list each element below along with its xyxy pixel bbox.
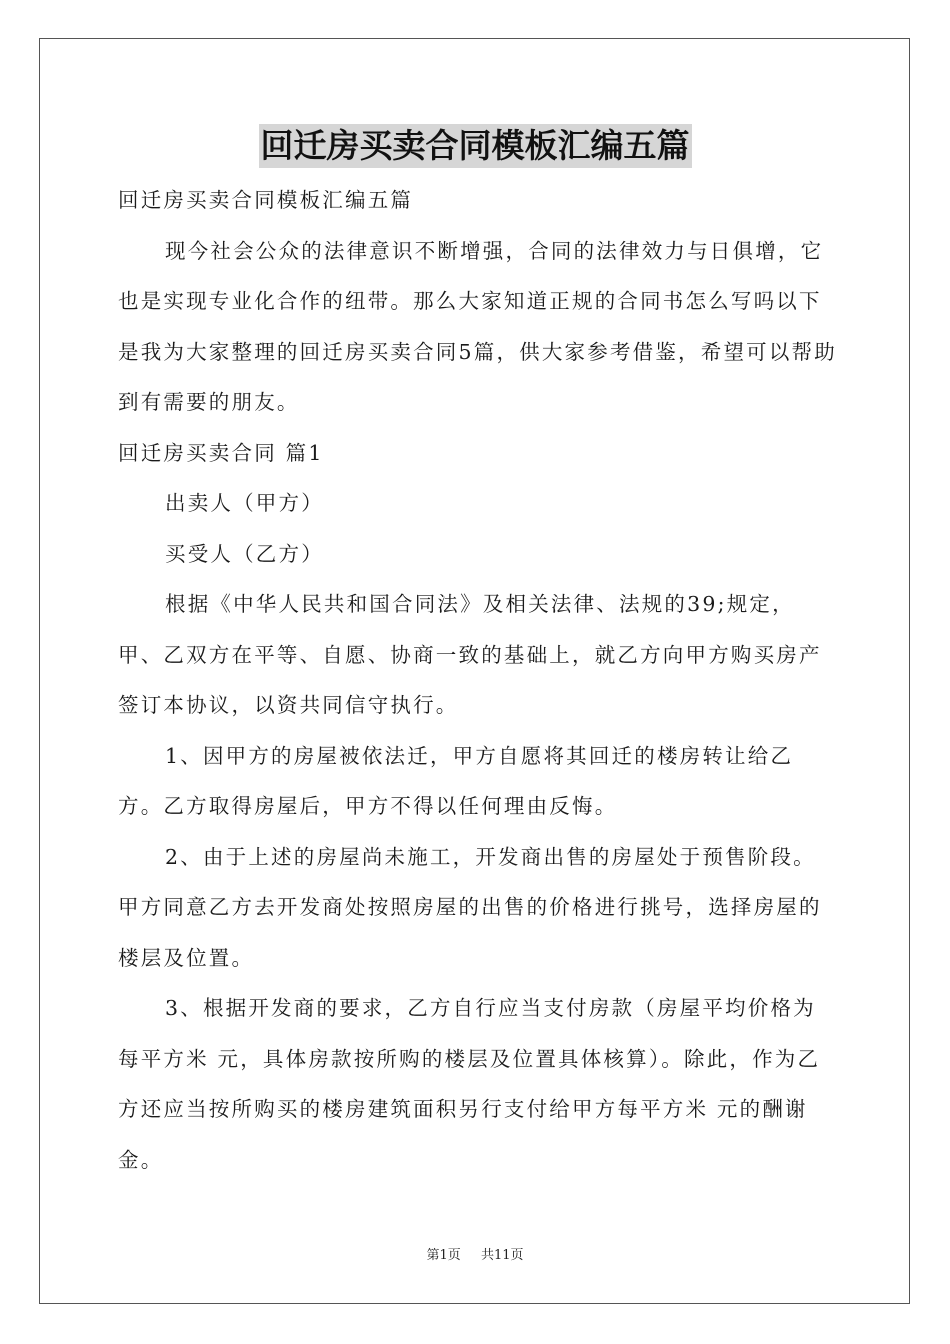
paragraph: 回迁房买卖合同模板汇编五篇 — [118, 188, 414, 212]
paragraph: 2、由于上述的房屋尚未施工，开发商出售的房屋处于预售阶段。 甲方同意乙方去开发商处按照房屋的出售的价格进行挑号，选择房屋的楼层及位置。 — [118, 844, 822, 970]
paragraph: 出卖人（甲方） — [165, 491, 324, 515]
page-footer — [0, 1247, 950, 1265]
page-number: 第1页 — [426, 1248, 461, 1263]
paragraph: 根据《中华人民共和国合同法》及相关法律、法规的39;规定，甲、乙双方在平等、自愿、协商一致的基础上，就乙方向甲方购买房产签订本协议，以资共同信守执行。 — [118, 592, 822, 717]
page-total: 共11页 — [480, 1248, 524, 1263]
paragraph: 1、因甲方的房屋被依法迁，甲方自愿将其回迁的楼房转让给乙方。乙方取得房屋后，甲方不得以任何理由反悔。 — [118, 743, 794, 818]
paragraph: 买受人（乙方） — [165, 541, 324, 566]
title-container — [0, 124, 950, 168]
document-title: 回迁房买卖合同模板汇编五篇 — [259, 124, 692, 168]
paragraph: 现今社会公众的法律意识不断增强，合同的法律效力与日俱增，它也是实现专业化合作的纽带。那么大家知道正规的合同书怎么写吗以下是我为大家整理的回迁房买卖合同5篇，供大家参考借鉴，希望可以帮助到有需要的朋友。 — [118, 238, 837, 414]
section-heading: 回迁房买卖合同 篇1 — [118, 440, 324, 465]
document-body — [118, 175, 838, 1185]
paragraph: 3、根据开发商的要求，乙方自行应当支付房款（房屋平均价格为每平方米 元，具体房款按所购的楼层及位置具体核算）。除此，作为乙方还应当按所购买的楼房建筑面积另行支付给甲方每平方米 元的酬谢金。 — [118, 996, 821, 1172]
